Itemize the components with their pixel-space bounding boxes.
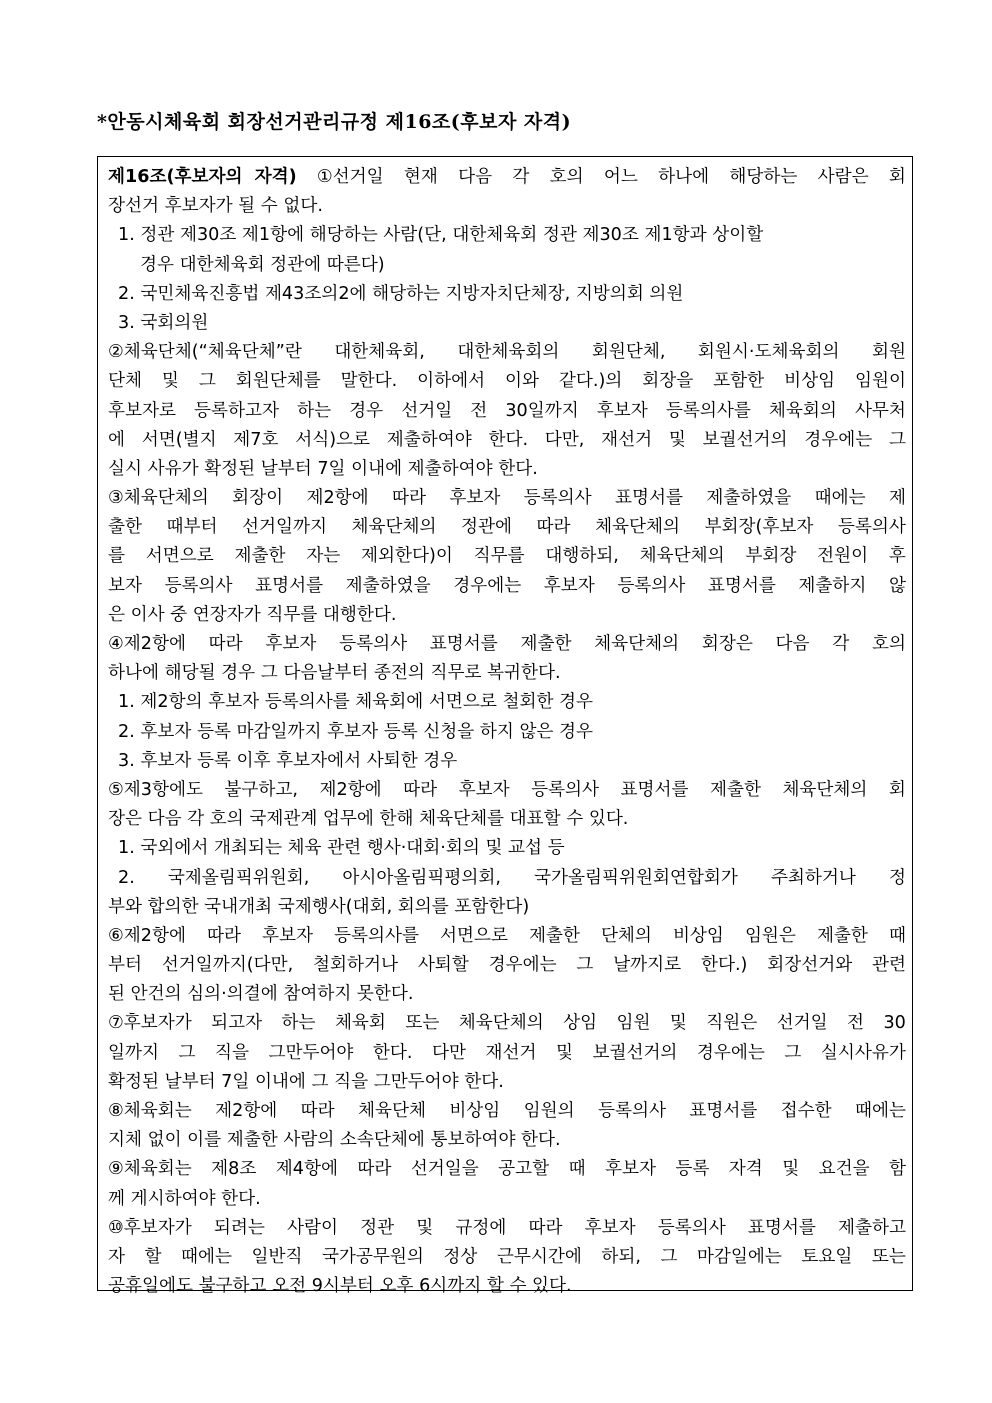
- article-line: [108, 776, 906, 805]
- article-word: 사람이: [287, 1217, 339, 1238]
- article-line: [108, 1272, 906, 1301]
- article-word: 후보자: [543, 575, 595, 596]
- article-word: 대한체육회의: [457, 342, 560, 363]
- article-word: 경우: [349, 400, 384, 421]
- article-word: 서식)으로: [295, 429, 371, 450]
- article-line: [108, 163, 906, 192]
- article-word: 제출한: [528, 925, 580, 946]
- article-line: [108, 513, 906, 542]
- article-word: 회원단체를: [235, 371, 321, 392]
- article-word: ①선거일: [316, 167, 384, 187]
- article-word: 제출하였을: [345, 575, 431, 596]
- article-word: 그: [784, 1042, 802, 1063]
- article-word: 회장은: [701, 634, 753, 654]
- article-word: 같다.)의: [558, 371, 623, 392]
- article-word: 제2항에: [215, 1101, 278, 1121]
- article-word: 서면(별지: [141, 429, 217, 450]
- article-word: ⑧체육회는: [108, 1101, 192, 1121]
- article-word: 및: [555, 1042, 573, 1063]
- article-word: 하되,: [601, 1246, 641, 1267]
- article-word: 재선거: [485, 1042, 537, 1063]
- article-word: 따라: [206, 925, 241, 946]
- article-line: [108, 280, 906, 309]
- article-word: 해당하는: [729, 167, 798, 187]
- article-line: [108, 192, 906, 221]
- article-word: 제외한다)이: [360, 546, 453, 567]
- article-word: 체육단체의: [782, 779, 868, 800]
- article-line-text: 3. 후보자 등록 이후 후보자에서 사퇴한 경우: [118, 750, 458, 771]
- article-word: 표명서를: [707, 575, 776, 596]
- article-word: 때에는: [814, 488, 866, 509]
- article-line: [108, 922, 906, 951]
- article-word: 않: [888, 575, 906, 596]
- article-word: 보궐선거의: [702, 429, 788, 450]
- article-word: 선거일까지(다만,: [161, 955, 294, 976]
- article-line: [108, 572, 906, 601]
- article-word: 회: [888, 779, 906, 800]
- article-word: 근무시간에: [496, 1246, 582, 1267]
- article-word: 호의: [871, 634, 906, 654]
- article-word: 부회장(후보자: [704, 517, 814, 538]
- article-line-text: 장은 다음 각 호의 국제관계 업무에 한해 체육단체를 대표할 수 있다.: [108, 809, 629, 830]
- article-word: 규정에: [455, 1217, 507, 1238]
- article-word: 후: [888, 546, 906, 567]
- article-word: 제4항에: [275, 1159, 338, 1180]
- article-word: 포함한: [713, 371, 765, 392]
- article-word: 체육단체의: [351, 517, 437, 538]
- article-word: 그: [576, 955, 594, 976]
- article-word: 호의: [549, 167, 584, 187]
- article-heading: 제16조(후보자의 자격): [108, 167, 297, 187]
- article-word: 각: [832, 634, 850, 654]
- article-word: ⑦후보자가: [108, 1013, 192, 1034]
- article-word: 서면으로: [145, 546, 214, 567]
- article-word: ④제2항에: [108, 634, 186, 654]
- article-line-text: 실시 사유가 확정된 날부터 7일 이내에 제출하여야 한다.: [108, 458, 538, 479]
- article-word: 비상임: [672, 925, 724, 946]
- article-word: 그만두어야: [268, 1042, 354, 1063]
- article-word: 회장선거와: [767, 955, 853, 976]
- article-word: 및: [669, 1013, 687, 1034]
- article-line: [108, 309, 906, 338]
- article-word: 선거일: [776, 1013, 828, 1034]
- article-line-text: 된 안건의 심의·의결에 참여하지 못한다.: [108, 984, 414, 1005]
- article-word: 부터: [108, 955, 142, 976]
- article-word: 표명서를: [429, 634, 498, 654]
- article-word: 회원단체,: [591, 342, 666, 363]
- article-word: 30: [883, 1013, 906, 1034]
- article-word: 후보자: [584, 1217, 636, 1238]
- article-line: [108, 1214, 906, 1243]
- article-word: 하는: [297, 400, 332, 421]
- article-line-text: 확정된 날부터 7일 이내에 그 직을 그만두어야 한다.: [108, 1071, 504, 1092]
- article-word: 등록의사: [164, 575, 233, 596]
- article-word: 임원이: [854, 371, 906, 392]
- article-word: 다음: [775, 634, 810, 654]
- article-line: [108, 338, 906, 367]
- article-word: 함: [889, 1159, 906, 1180]
- article-word: 서면으로: [439, 925, 508, 946]
- article-word: 관련: [872, 955, 906, 976]
- article-word: 제출한: [234, 546, 286, 567]
- article-word: 재선거: [601, 429, 653, 450]
- article-word: 제: [889, 488, 906, 509]
- article-word: 한다.: [488, 429, 529, 450]
- article-word: 때: [568, 1159, 586, 1180]
- article-line-text: 께 게시하여야 한다.: [108, 1188, 261, 1209]
- article-word: 접수한: [780, 1101, 832, 1121]
- article-line: [108, 221, 906, 250]
- article-word: 체육단체의: [594, 634, 680, 654]
- article-word: 때부터: [166, 517, 218, 538]
- article-word: 전: [470, 400, 488, 421]
- article-line: [108, 1126, 906, 1155]
- article-word: 정상: [443, 1246, 478, 1267]
- article-word: 선거일을: [410, 1159, 479, 1180]
- article-word: 단체: [108, 371, 142, 392]
- article-word: 회장이: [232, 488, 284, 509]
- article-word: 보궐선거의: [592, 1042, 678, 1063]
- article-word: 를: [108, 546, 125, 567]
- article-word: 전: [847, 1013, 865, 1034]
- article-word: 표명서를: [615, 488, 683, 509]
- article-word: 정관에: [461, 517, 513, 538]
- article-word: 국가공무원의: [321, 1246, 424, 1267]
- article-word: 요건을: [818, 1159, 870, 1180]
- article-word: 이와: [505, 371, 539, 392]
- article-line-text: 경우 대한체육회 정관에 따른다): [140, 254, 385, 275]
- article-word: 등록의사: [531, 779, 600, 800]
- article-word: 체육회: [334, 1013, 386, 1034]
- article-word: 경우에는: [696, 1042, 765, 1063]
- article-line: [108, 805, 906, 834]
- article-word: 따라: [208, 634, 243, 654]
- article-line-text: 3. 국회의원: [118, 312, 209, 333]
- article-word: 국제올림픽위원회,: [167, 867, 310, 888]
- article-word: 회원: [871, 342, 906, 363]
- article-word: 비상임: [784, 371, 836, 392]
- article-word: 직을: [214, 1042, 249, 1063]
- article-word: 대한체육회,: [334, 342, 425, 363]
- article-line-text: 2. 후보자 등록 마감일까지 후보자 등록 신청을 하지 않은 경우: [118, 721, 594, 742]
- article-word: 경우에는: [453, 575, 522, 596]
- article-word: 후보자: [458, 779, 510, 800]
- article-word: 등록의사를: [665, 400, 751, 421]
- article-word: 제2항에: [306, 488, 369, 509]
- article-word: 및: [416, 1217, 434, 1238]
- article-word: 30일까지: [505, 400, 579, 421]
- article-word: 체육단체: [357, 1101, 426, 1121]
- article-line: [108, 1243, 906, 1272]
- article-word: 말한다.: [340, 371, 398, 392]
- article-word: 비상임: [449, 1101, 501, 1121]
- article-line: [108, 601, 906, 630]
- article-word: 공고할: [498, 1159, 550, 1180]
- article-word: 자는: [306, 546, 341, 567]
- article-word: 직원은: [706, 1013, 758, 1034]
- article-word: 하는: [281, 1013, 316, 1034]
- article-word: 선거일까지: [242, 517, 328, 538]
- article-word: ⑨체육회는: [108, 1159, 192, 1180]
- article-line-text: 부와 합의한 국내개최 국제행사(대회, 회의를 포함한다): [108, 896, 530, 917]
- article-word: 또는: [405, 1013, 440, 1034]
- article-word: 상임: [563, 1013, 598, 1034]
- article-word: 부회장: [745, 546, 797, 567]
- article-word: 그: [198, 371, 216, 392]
- article-word: 제출하여야: [386, 429, 472, 450]
- article-word: 및: [161, 371, 179, 392]
- article-line: [108, 980, 906, 1009]
- article-line: [108, 1009, 906, 1038]
- article-line: [108, 893, 906, 922]
- article-word: 날까지로: [613, 955, 682, 976]
- article-word: 제2항에: [319, 779, 382, 800]
- article-line-text: 1. 국외에서 개최되는 체육 관련 행사·대회·회의 및 교섭 등: [118, 838, 565, 859]
- article-word: 다만,: [544, 429, 585, 450]
- article-word: 경우에는: [488, 955, 557, 976]
- article-word: 전원이: [817, 546, 869, 567]
- article-word: 후보자: [261, 925, 313, 946]
- article-line: [108, 688, 906, 717]
- article-line: [108, 484, 906, 513]
- article-line: [108, 951, 906, 980]
- article-word: 체육단체의: [639, 546, 725, 567]
- article-line-text: 1. 정관 제30조 제1항에 해당하는 사람(단, 대한체육회 정관 제30조 제1항과 상이할: [118, 225, 764, 246]
- article-word: 표명서를: [747, 1217, 816, 1238]
- article-word: 불구하고,: [224, 779, 298, 800]
- article-word: 보자: [108, 575, 142, 596]
- article-word: 되고자: [211, 1013, 263, 1034]
- article-word: 철회하거나: [313, 955, 399, 976]
- article-word: 대행하되,: [545, 546, 619, 567]
- article-word: 및: [668, 429, 686, 450]
- article-word: 등록의사: [339, 634, 408, 654]
- article-line: [108, 1097, 906, 1126]
- article-word: 아시아올림픽평의회,: [342, 867, 501, 888]
- article-word: ②체육단체(“체육단체”란: [108, 342, 302, 363]
- article-word: 제출하고: [837, 1217, 906, 1238]
- article-word: 등록의사: [523, 488, 592, 509]
- article-line: [108, 659, 906, 688]
- article-word: 마감일에는: [696, 1246, 782, 1267]
- article-word: 할: [144, 1246, 162, 1267]
- article-word: 자: [108, 1246, 125, 1267]
- article-line: [108, 1185, 906, 1214]
- article-line-text: 공휴일에도 불구하고 오전 9시부터 오후 6시까지 할 수 있다.: [108, 1276, 572, 1297]
- article-word: 등록의사: [657, 1217, 726, 1238]
- article-line: [108, 747, 906, 776]
- article-word: 따라: [300, 1101, 335, 1121]
- article-line: [108, 1155, 906, 1184]
- article-word: 따라: [391, 488, 426, 509]
- article-line-text: 하나에 해당될 경우 그 다음날부터 종전의 직무로 복귀한다.: [108, 663, 561, 684]
- article-line-text: 은 이사 중 연장자가 직무를 대행한다.: [108, 604, 397, 625]
- article-word: 후보자: [449, 488, 501, 509]
- article-word: 임원은: [744, 925, 796, 946]
- article-word: 주최하거나: [770, 867, 856, 888]
- article-line: [108, 542, 906, 571]
- article-word: 때에는: [180, 1246, 232, 1267]
- article-word: 및: [782, 1159, 800, 1180]
- article-word: 후보자: [604, 1159, 656, 1180]
- article-word: 2.: [118, 867, 135, 888]
- article-word: 등록: [675, 1159, 710, 1180]
- article-word: 사무처: [854, 400, 906, 421]
- article-word: 각: [512, 167, 530, 187]
- article-text: [108, 163, 906, 1301]
- article-word: 회원시·도체육회의: [697, 342, 840, 363]
- article-word: 체육단체의: [458, 1013, 544, 1034]
- article-word: 그: [178, 1042, 196, 1063]
- article-word: 제출한: [816, 925, 868, 946]
- article-line: [108, 397, 906, 426]
- article-word: 체육단체의: [595, 517, 681, 538]
- article-word: 어느: [603, 167, 638, 187]
- article-word: 임원의: [523, 1101, 575, 1121]
- article-word: 후보자: [596, 400, 648, 421]
- article-line-text: 지체 없이 이를 제출한 사람의 소속단체에 통보하여야 한다.: [108, 1130, 561, 1151]
- article-word: 하나에: [658, 167, 710, 187]
- article-word: 등록의사: [837, 517, 906, 538]
- article-word: 표명서를: [689, 1101, 758, 1121]
- article-line-text: 2. 국민체육진흥법 제43조의2에 해당하는 지방자치단체장, 지방의회 의원: [118, 283, 684, 304]
- article-line: [108, 367, 906, 396]
- article-word: 현재: [403, 167, 438, 187]
- article-line-text: 장선거 후보자가 될 수 없다.: [108, 196, 323, 217]
- article-line: [108, 718, 906, 747]
- article-word: ⑤제3항에도: [108, 779, 203, 800]
- article-line: [108, 1068, 906, 1097]
- article-word: 자격: [728, 1159, 763, 1180]
- article-word: 선거일: [401, 400, 453, 421]
- article-word: 제출한: [709, 779, 761, 800]
- article-word: 일까지: [108, 1042, 159, 1063]
- article-word: ③체육단체의: [108, 488, 209, 509]
- article-word: 표명서를: [255, 575, 324, 596]
- article-word: 등록의사: [598, 1101, 666, 1121]
- article-word: 일반직: [251, 1246, 303, 1267]
- article-line: [108, 426, 906, 455]
- article-word: 단체의: [600, 925, 652, 946]
- article-word: 등록하고자: [194, 400, 280, 421]
- article-line: [108, 864, 906, 893]
- article-word: 국가올림픽위원회연합회가: [533, 867, 738, 888]
- article-word: 제7호: [233, 429, 279, 450]
- article-word: 실시사유가: [820, 1042, 906, 1063]
- article-word: 때: [888, 925, 906, 946]
- article-word: 제8조: [211, 1159, 257, 1180]
- article-word: 등록의사를: [333, 925, 419, 946]
- article-word: 출한: [108, 517, 142, 538]
- article-line-text: 1. 제2항의 후보자 등록의사를 체육회에 서면으로 철회한 경우: [118, 692, 594, 713]
- article-word: 한다.: [372, 1042, 413, 1063]
- article-word: 따라: [528, 1217, 563, 1238]
- article-word: 한다.): [700, 955, 748, 976]
- article-line: [108, 1039, 906, 1068]
- article-word: 때에는: [855, 1101, 906, 1121]
- article-word: 경우에는: [804, 429, 873, 450]
- article-word: ⑩후보자가: [108, 1217, 192, 1238]
- article-word: 되려는: [213, 1217, 265, 1238]
- article-word: 정관: [360, 1217, 395, 1238]
- article-word: 제출하였을: [706, 488, 792, 509]
- article-word: 따라: [403, 779, 438, 800]
- article-word: 이하에서: [417, 371, 486, 392]
- article-word: 다음: [458, 167, 493, 187]
- article-word: 에: [108, 429, 125, 450]
- article-word: 회: [888, 167, 906, 187]
- article-word: 또는: [871, 1246, 906, 1267]
- article-word: 제출한: [520, 634, 572, 654]
- article-word: 사퇴할: [417, 955, 469, 976]
- article-word: 그: [660, 1246, 678, 1267]
- article-word: 따라: [536, 517, 571, 538]
- article-word: 등록의사: [617, 575, 686, 596]
- article-word: 회장을: [642, 371, 694, 392]
- page-title: *안동시체육회 회장선거관리규정 제16조(후보자 자격): [97, 111, 572, 133]
- article-word: 정: [888, 867, 906, 888]
- article-word: 제출하지: [798, 575, 867, 596]
- article-line: [108, 834, 906, 863]
- article-line: [108, 251, 906, 280]
- article-word: ⑥제2항에: [108, 925, 186, 946]
- article-word: 직무를: [473, 546, 525, 567]
- article-word: 사람은: [817, 167, 869, 187]
- article-word: 후보자로: [108, 400, 176, 421]
- article-word: 임원: [616, 1013, 651, 1034]
- article-word: 따라: [357, 1159, 392, 1180]
- article-word: 표명서를: [620, 779, 689, 800]
- article-word: 체육회의: [768, 400, 837, 421]
- article-line: [108, 630, 906, 659]
- article-word: 후보자: [265, 634, 317, 654]
- article-line: [108, 455, 906, 484]
- article-word: 토요일: [801, 1246, 853, 1267]
- article-word: 다만: [432, 1042, 466, 1063]
- article-word: 그: [888, 429, 906, 450]
